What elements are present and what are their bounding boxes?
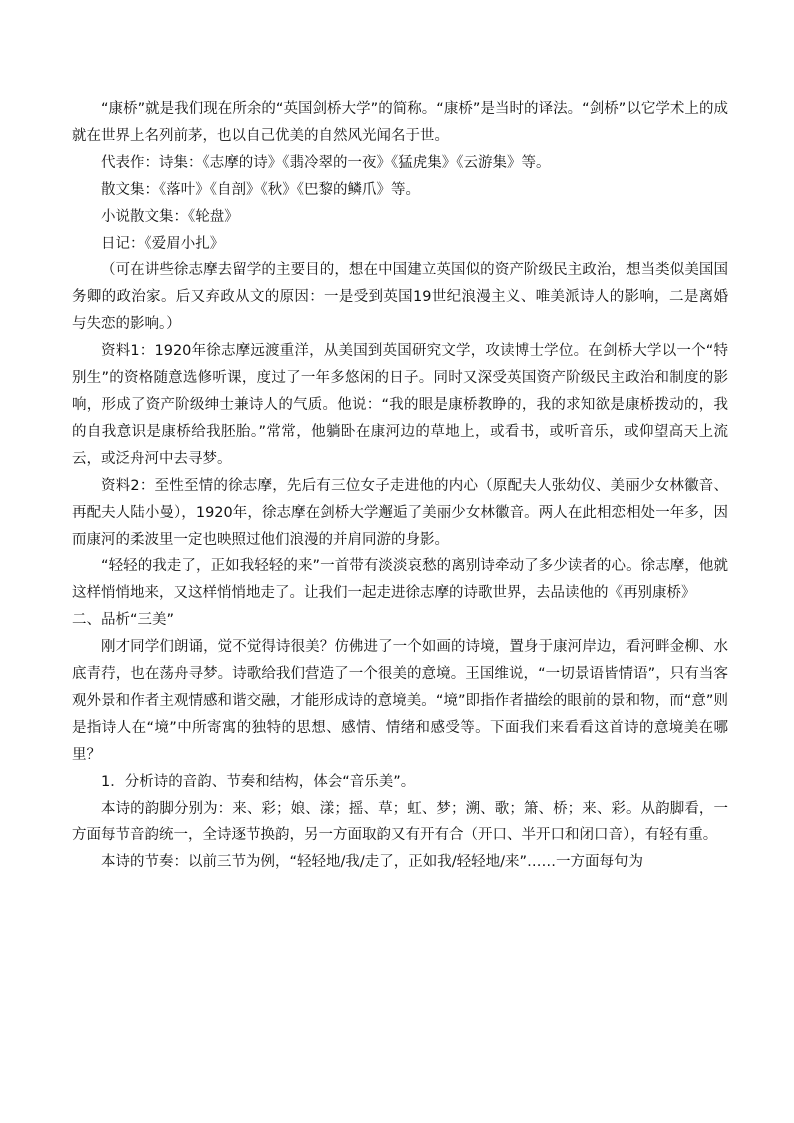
paragraph-rhyme-analysis: 本诗的韵脚分别为：来、彩；娘、漾；摇、草；虹、梦；溯、歌；箫、桥；来、彩。从韵脚看，一方面每节音韵统一，全诗逐节换韵，另一方面取韵又有开有合（开口、半开口和闭口音），有轻有重。	[72, 800, 728, 844]
document-body	[72, 96, 728, 876]
paragraph-material-2: 资料2：至性至情的徐志摩，先后有三位女子走进他的内心（原配夫人张幼仪、美丽少女林徽音、再配夫人陆小曼），1920年，徐志摩在剑桥大学邂逅了美丽少女林徽音。两人在此相恋相处一年多，因而康河的柔波里一定也映照过他们浪漫的并肩同游的身影。	[72, 477, 728, 548]
paragraph-artistic-conception: 刚才同学们朗诵，觉不觉得诗很美？仿佛进了一个如画的诗境，置身于康河岸边，看河畔金柳、水底青荇，也在荡舟寻梦。诗歌给我们营造了一个很美的意境。王国维说，“一切景语皆情语”，只有当客观外景和作者主观情感和谐交融，才能形成诗的意境美。“境”即指作者描绘的眼前的景和物，而“意”则是指诗人在“境”中所寄寓的独特的思想、感情、情绪和感受等。下面我们来看看这首诗的意境美在哪里？	[72, 639, 728, 763]
paragraph-rhythm-analysis: 本诗的节奏：以前三节为例，“轻轻地/我/走了，正如我/轻轻地/来”……一方面每句为	[101, 854, 644, 871]
paragraph-novel-prose: 小说散文集：《轮盘》	[101, 208, 239, 225]
paragraph-prose-collections: 散文集：《落叶》《自剖》《秋》《巴黎的鳞爪》等。	[101, 181, 420, 198]
section-heading-three-beauties: 二、品析“三美”	[72, 612, 175, 629]
paragraph-study-abroad-note: （可在讲些徐志摩去留学的主要目的，想在中国建立英国似的资产阶级民主政治，想当类似美国国务卿的政治家。后又弃政从文的原因：一是受到英国19世纪浪漫主义、唯美派诗人的影响，二是离婚与失恋的影响。）	[72, 262, 728, 333]
paragraph-poetry-collections: 代表作：诗集：《志摩的诗》《翡冷翠的一夜》《猛虎集》《云游集》等。	[101, 154, 551, 171]
paragraph-diary: 日记：《爱眉小扎》	[101, 235, 225, 252]
paragraph-material-1: 资料1：1920年徐志摩远渡重洋，从美国到英国研究文学，攻读博士学位。在剑桥大学以一个“特别生”的资格随意选修听课，度过了一年多悠闲的日子。同时又深受英国资产阶级民主政治和制度的影响，形成了资产阶级绅士兼诗人的气质。他说：“我的眼是康桥教睁的，我的求知欲是康桥拨动的，我的自我意识是康桥给我胚胎。”常常，他躺卧在康河边的草地上，或看书，或听音乐，或仰望高天上流云，或泛舟河中去寻梦。	[72, 343, 728, 467]
paragraph-farewell-intro: “轻轻的我走了，正如我轻轻的来”一首带有淡淡哀愁的离别诗牵动了多少读者的心。徐志摩，他就这样悄悄地来，又这样悄悄地走了。让我们一起走进徐志摩的诗歌世界，去品读他的《再别康桥》	[72, 558, 728, 602]
paragraph-kangqiao-intro: “康桥”就是我们现在所余的“英国剑桥大学”的简称。“康桥”是当时的译法。“剑桥”以它学术上的成就在世界上名列前茅，也以自己优美的自然风光闻名于世。	[72, 101, 728, 144]
paragraph-music-beauty-heading: 1．分析诗的音韵、节奏和结构，体会“音乐美”。	[101, 773, 416, 790]
